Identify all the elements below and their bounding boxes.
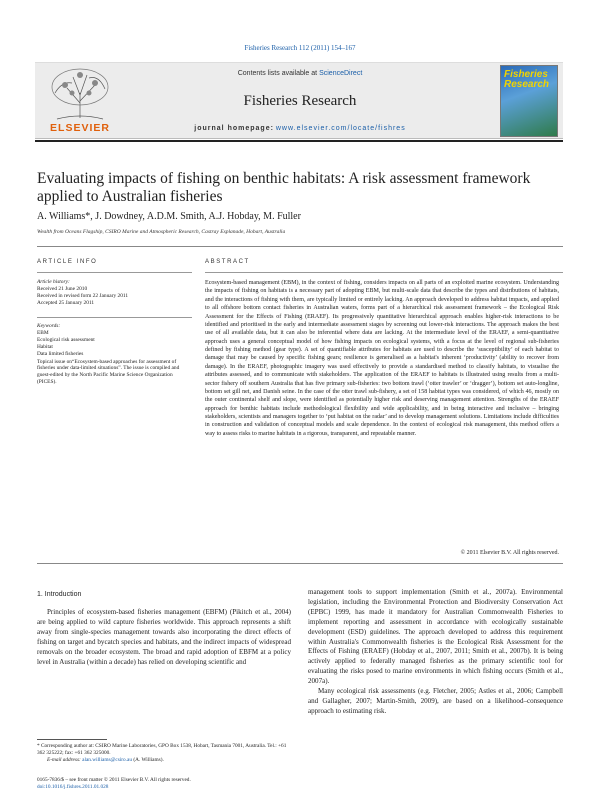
abstract-bottom-rule — [37, 563, 563, 564]
journal-cover-image — [500, 65, 558, 137]
front-matter — [37, 777, 291, 791]
keyword-item: Habitat — [37, 343, 53, 350]
article-history — [37, 279, 192, 307]
email-suffix: (A. Williams). — [133, 757, 164, 763]
intro-paragraph: management tools to support implementation (Smith et al., 2007a). Environmental legislation, including the Environmental Protection and Biodiversity Conservation Act (EPBC) 1999, has made it mandatory for Australian Commonwealth Fisheries to implement reporting and assessment in accordance with ecologically sustainable development (ESD) guidelines. The approach developed to address this requirement within Australia's Commonwealth fisheries is the Ecological Risk Assessment for the Effects of Fishing (ERAEF) (Hobday et al., 2007, 2011; Smith et al., 2007b). It is being actively applied to federally managed fisheries as the primary scientific tool for evaluating the risks posed to marine environments in which fishing occurs (Smith et al., 2007a). — [308, 588, 563, 686]
keyword-item: Ecological risk assessment — [37, 336, 95, 343]
abstract-text: Ecosystem-based management (EBM), in the context of fishing, considers impacts on all parts of an exploited marine ecosystem. Understanding the impacts of fishing on habitats is a necessary part of adopting EBM, but multi-scale data that describe the types and distributions of habitats, and the interactions of fishing with them, are typically limited or entirely lacking. An approach developed to address habitat impacts, and applied to all offshore bottom contact fisheries in Australian waters, forms part of a hierarchical risk assessment framework – the Ecological Risk Assessment for the Effects of Fishing (ERAEF). Its progressively quantitative hierarchical approach enables higher-risk interactions to be identified and prioritised in the early and intermediate assessment stages by screening out lower-risk interactions. The approach makes the best use of all available data, but it can also be inferential where data are lacking. At the intermediate level of the ERAEF, a semi-quantitative approach uses a general conceptual model of how fishing impacts on ecological systems, with a focus at the level of regional sub-fisheries defined by fishing method (gear type). A set of quantifiable attributes for habitats are used to describe the ‘susceptibility’ of each habitat to damage that may be caused by specific fishing gears; resilience is generalised as a habitat's inherent ‘productivity’ (ability to recover from damage). In the ERAEF, photographic imagery was used effectively to provide a standardised method to classify habitats, to visualise the attributes assessed, and to communicate with stakeholders. The application of the ERAEF to habitats is illustrated using results from a multi-sector fishery off southern Australia that has five primary sub-fisheries: two bottom trawl (‘otter trawler’ or ‘dragger’), bottom set auto-longline, bottom set gill net, and Danish seine. In the case of the otter trawl sub-fishery, a set of 158 habitat types was considered, of which 46, mostly on the outer continental shelf and slope, were identified as potentially higher risk and deserving management attention. Strengths of the ERAEF approach for benthic habitats include methodological flexibility and wide applicability, and in being interactive and inclusive – bringing stakeholders, scientists and managers together to ‘put habitat on the radar’ and to develop management solutions. Limitations include difficulties in construction and validation of conceptual models and scale dependence. In the context of ecological risk management, this method offers a way to assess risks to marine habitats in a rigorous, transparent, and repeatable manner. — [205, 280, 559, 437]
cover-title-line2: Research — [504, 79, 550, 90]
email-link[interactable]: alan.williams@csiro.au — [82, 757, 133, 763]
revised-date: Received in revised form 22 January 2011 — [37, 292, 129, 299]
email-line — [37, 757, 291, 764]
title-line-2: applied to Australian fisheries — [37, 188, 223, 205]
topical-issue-note: Topical issue on“Ecosystem-based approaches for assessment of fisheries under data-limited situations”. The issue is compiled and guest-edited by the North Pacific Marine Science Organization (PICES). — [37, 358, 180, 386]
article-title — [37, 170, 557, 206]
homepage-label: journal homepage: — [194, 125, 274, 132]
keyword-item: Data limited fisheries — [37, 350, 84, 357]
title-rule — [37, 246, 563, 247]
issn-line: 0165-7836/$ – see front matter © 2011 Elsevier B.V. All rights reserved. — [37, 777, 191, 783]
footnote-rule — [37, 739, 107, 740]
keywords-block — [37, 323, 192, 386]
intro-paragraph: Principles of ecosystem-based fisheries management (EBFM) (Pikitch et al., 2004) are being applied to wild capture fisheries worldwide. This approach represents a shift away from single-species management towards also incorporating the direct effects of fishing on target and bycatch species and habitats, and the indirect impacts of widespread removals on the broader ecosystem. The broad and rapid adoption of EBFM at a policy level in Australia (within a decade) has relied on developing scientific and — [37, 608, 291, 666]
intro-right-column — [308, 588, 563, 717]
email-label: E-mail address: — [47, 757, 81, 763]
abstract-heading: ABSTRACT — [205, 259, 250, 265]
abstract-copyright: © 2011 Elsevier B.V. All rights reserved. — [460, 550, 559, 556]
article-info-rule — [37, 272, 192, 273]
accepted-date: Accepted 25 January 2011 — [37, 299, 95, 306]
running-head[interactable]: Fisheries Research 112 (2011) 154–167 — [244, 44, 356, 52]
journal-title: Fisheries Research — [243, 93, 357, 109]
corresponding-author-footnote — [37, 743, 291, 764]
publisher-logo-text: ELSEVIER — [50, 122, 110, 134]
received-date: Received 21 June 2010 — [37, 285, 88, 292]
article-info-heading: ARTICLE INFO — [37, 259, 98, 265]
cover-title-line1: Fisheries — [504, 69, 548, 80]
abstract-rule — [205, 272, 563, 273]
affiliation: Wealth from Oceans Flagship, CSIRO Marine and Atmospheric Research, Castray Esplanade, Hobart, Australia — [37, 229, 286, 235]
history-label: Article history: — [37, 279, 70, 285]
keywords-rule — [37, 317, 192, 318]
doi-link[interactable]: doi:10.1016/j.fishres.2011.01.028 — [37, 784, 109, 790]
intro-left-column — [37, 608, 291, 667]
authors: A. Williams*, J. Dowdney, A.D.M. Smith, A.J. Hobday, M. Fuller — [37, 211, 301, 222]
section-heading-introduction: 1. Introduction — [37, 591, 82, 598]
title-line-1: Evaluating impacts of fishing on benthic habitats: A risk assessment framework — [37, 170, 531, 187]
header-rule — [35, 140, 563, 142]
contents-prefix: Contents lists available at — [237, 70, 318, 77]
homepage-link[interactable]: www.elsevier.com/locate/fishres — [275, 125, 406, 132]
corresponding-author: * Corresponding author at: CSIRO Marine Laboratories, GPO Box 1538, Hobart, Tasmania 7001, Australia. Tel.: +61 362 325222; fax: +61 362 325000. — [37, 743, 287, 756]
contents-line — [130, 70, 470, 77]
keyword-item: EBM — [37, 329, 49, 336]
keywords-label: Keywords: — [37, 323, 61, 329]
sciencedirect-link[interactable]: ScienceDirect — [319, 70, 363, 77]
intro-paragraph: Many ecological risk assessments (e.g. Fletcher, 2005; Astles et al., 2006; Campbell and Gallagher, 2007; Martin-Smith, 2009), are based on a likelihood–consequence approach to estimating risk. — [308, 687, 563, 715]
journal-homepage — [130, 125, 470, 132]
